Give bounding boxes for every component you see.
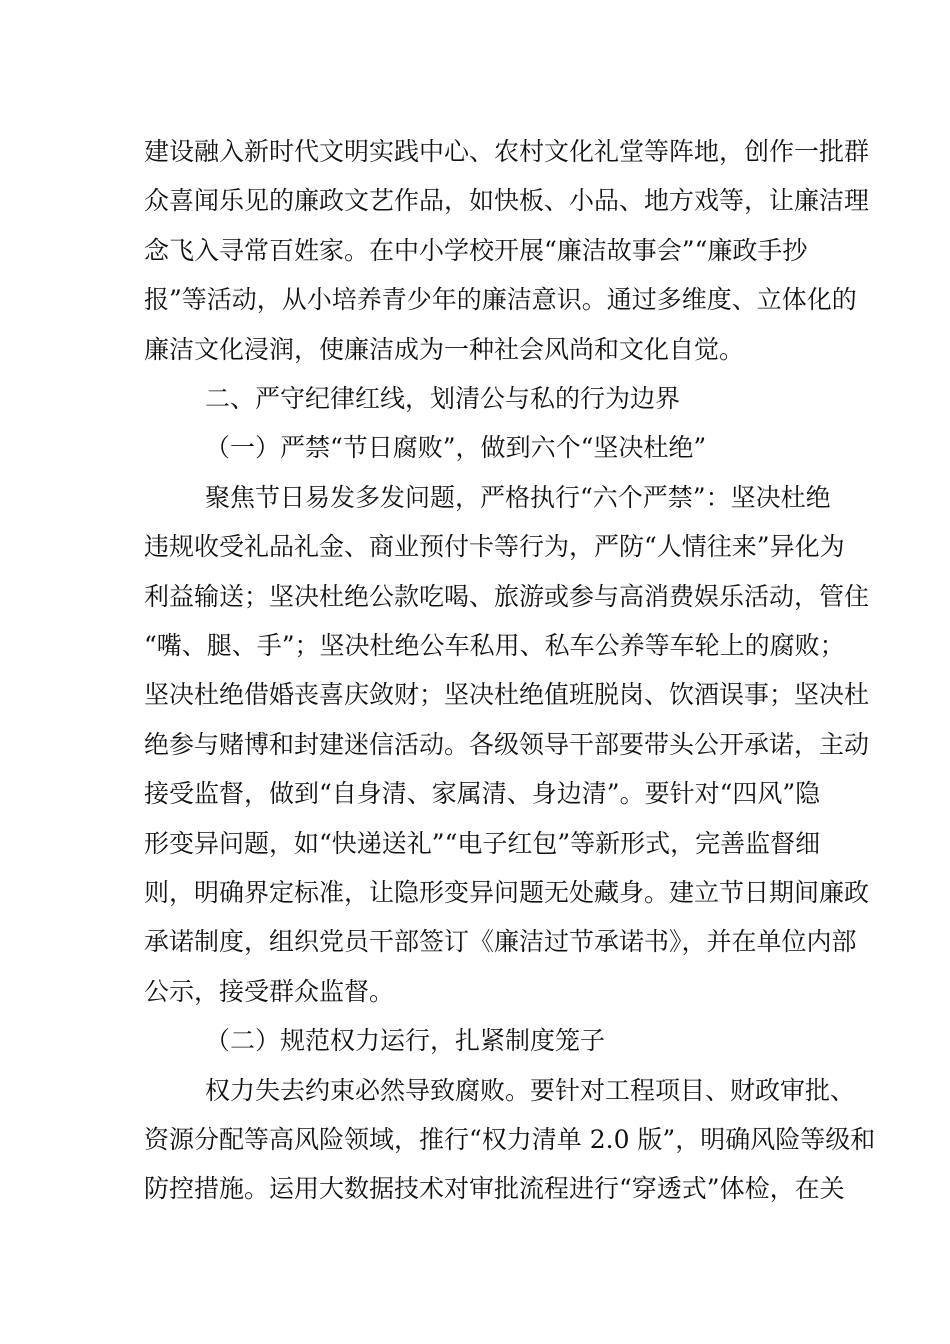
paragraph-line: 建设融入新时代文明实践中心、农村文化礼堂等阵地，创作一批群: [144, 137, 870, 166]
paragraph-line: 绝参与赌博和封建迷信活动。各级领导干部要带头公开承诺，主动: [144, 729, 870, 759]
paragraph-line: 坚决杜绝借婚丧喜庆敛财；坚决杜绝值班脱岗、饮酒误事；坚决杜: [144, 680, 870, 710]
paragraph-line: 利益输送；坚决杜绝公款吃喝、旅游或参与高消费娱乐活动，管住: [144, 581, 870, 611]
paragraph-line: “嘴、腿、手”；坚决杜绝公车私用、私车公养等车轮上的腐败；: [144, 631, 845, 660]
section-heading: （二）规范权力运行，扎紧制度笼子: [205, 1026, 606, 1056]
section-heading: （一）严禁“节日腐败”，做到六个“坚决杜绝”: [205, 433, 707, 463]
paragraph-line: 资源分配等高风险领域，推行“权力清单 2.0 版”，明确风险等级和: [144, 1125, 876, 1154]
paragraph-line: 则，明确界定标准，让隐形变异问题无处藏身。建立节日期间廉政: [144, 878, 870, 907]
paragraph-line: 形变异问题，如“快递送礼”“电子红包”等新形式，完善监督细: [144, 828, 821, 858]
paragraph-line: 廉洁文化浸润，使廉洁成为一种社会风尚和文化自觉。: [144, 334, 745, 364]
paragraph-line: 防控措施。运用大数据技术对审批流程进行“穿透式”体检，在关: [144, 1174, 845, 1204]
paragraph-line: 念飞入寻常百姓家。在中小学校开展“廉洁故事会”“廉政手抄: [144, 235, 808, 265]
paragraph-line: 接受监督，做到“自身清、家属清、身边清”。要针对“四风”隐: [144, 779, 821, 809]
paragraph-line: 众喜闻乐见的廉政文艺作品，如快板、小品、地方戏等，让廉洁理: [144, 186, 870, 216]
paragraph-line: 违规收受礼品礼金、商业预付卡等行为，严防“人情往来”异化为: [144, 532, 845, 562]
section-heading: 二、严守纪律红线，划清公与私的行为边界: [205, 384, 681, 413]
paragraph-line: 承诺制度，组织党员干部签订《廉洁过节承诺书》，并在单位内部: [144, 927, 857, 957]
paragraph-line: 公示，接受群众监督。: [144, 976, 395, 1006]
paragraph-line: 报”等活动，从小培养青少年的廉洁意识。通过多维度、立体化的: [144, 285, 857, 315]
paragraph-line: 聚焦节日易发多发问题，严格执行“六个严禁”：坚决杜绝: [205, 482, 831, 512]
paragraph-line: 权力失去约束必然导致腐败。要针对工程项目、财政审批、: [205, 1075, 856, 1105]
